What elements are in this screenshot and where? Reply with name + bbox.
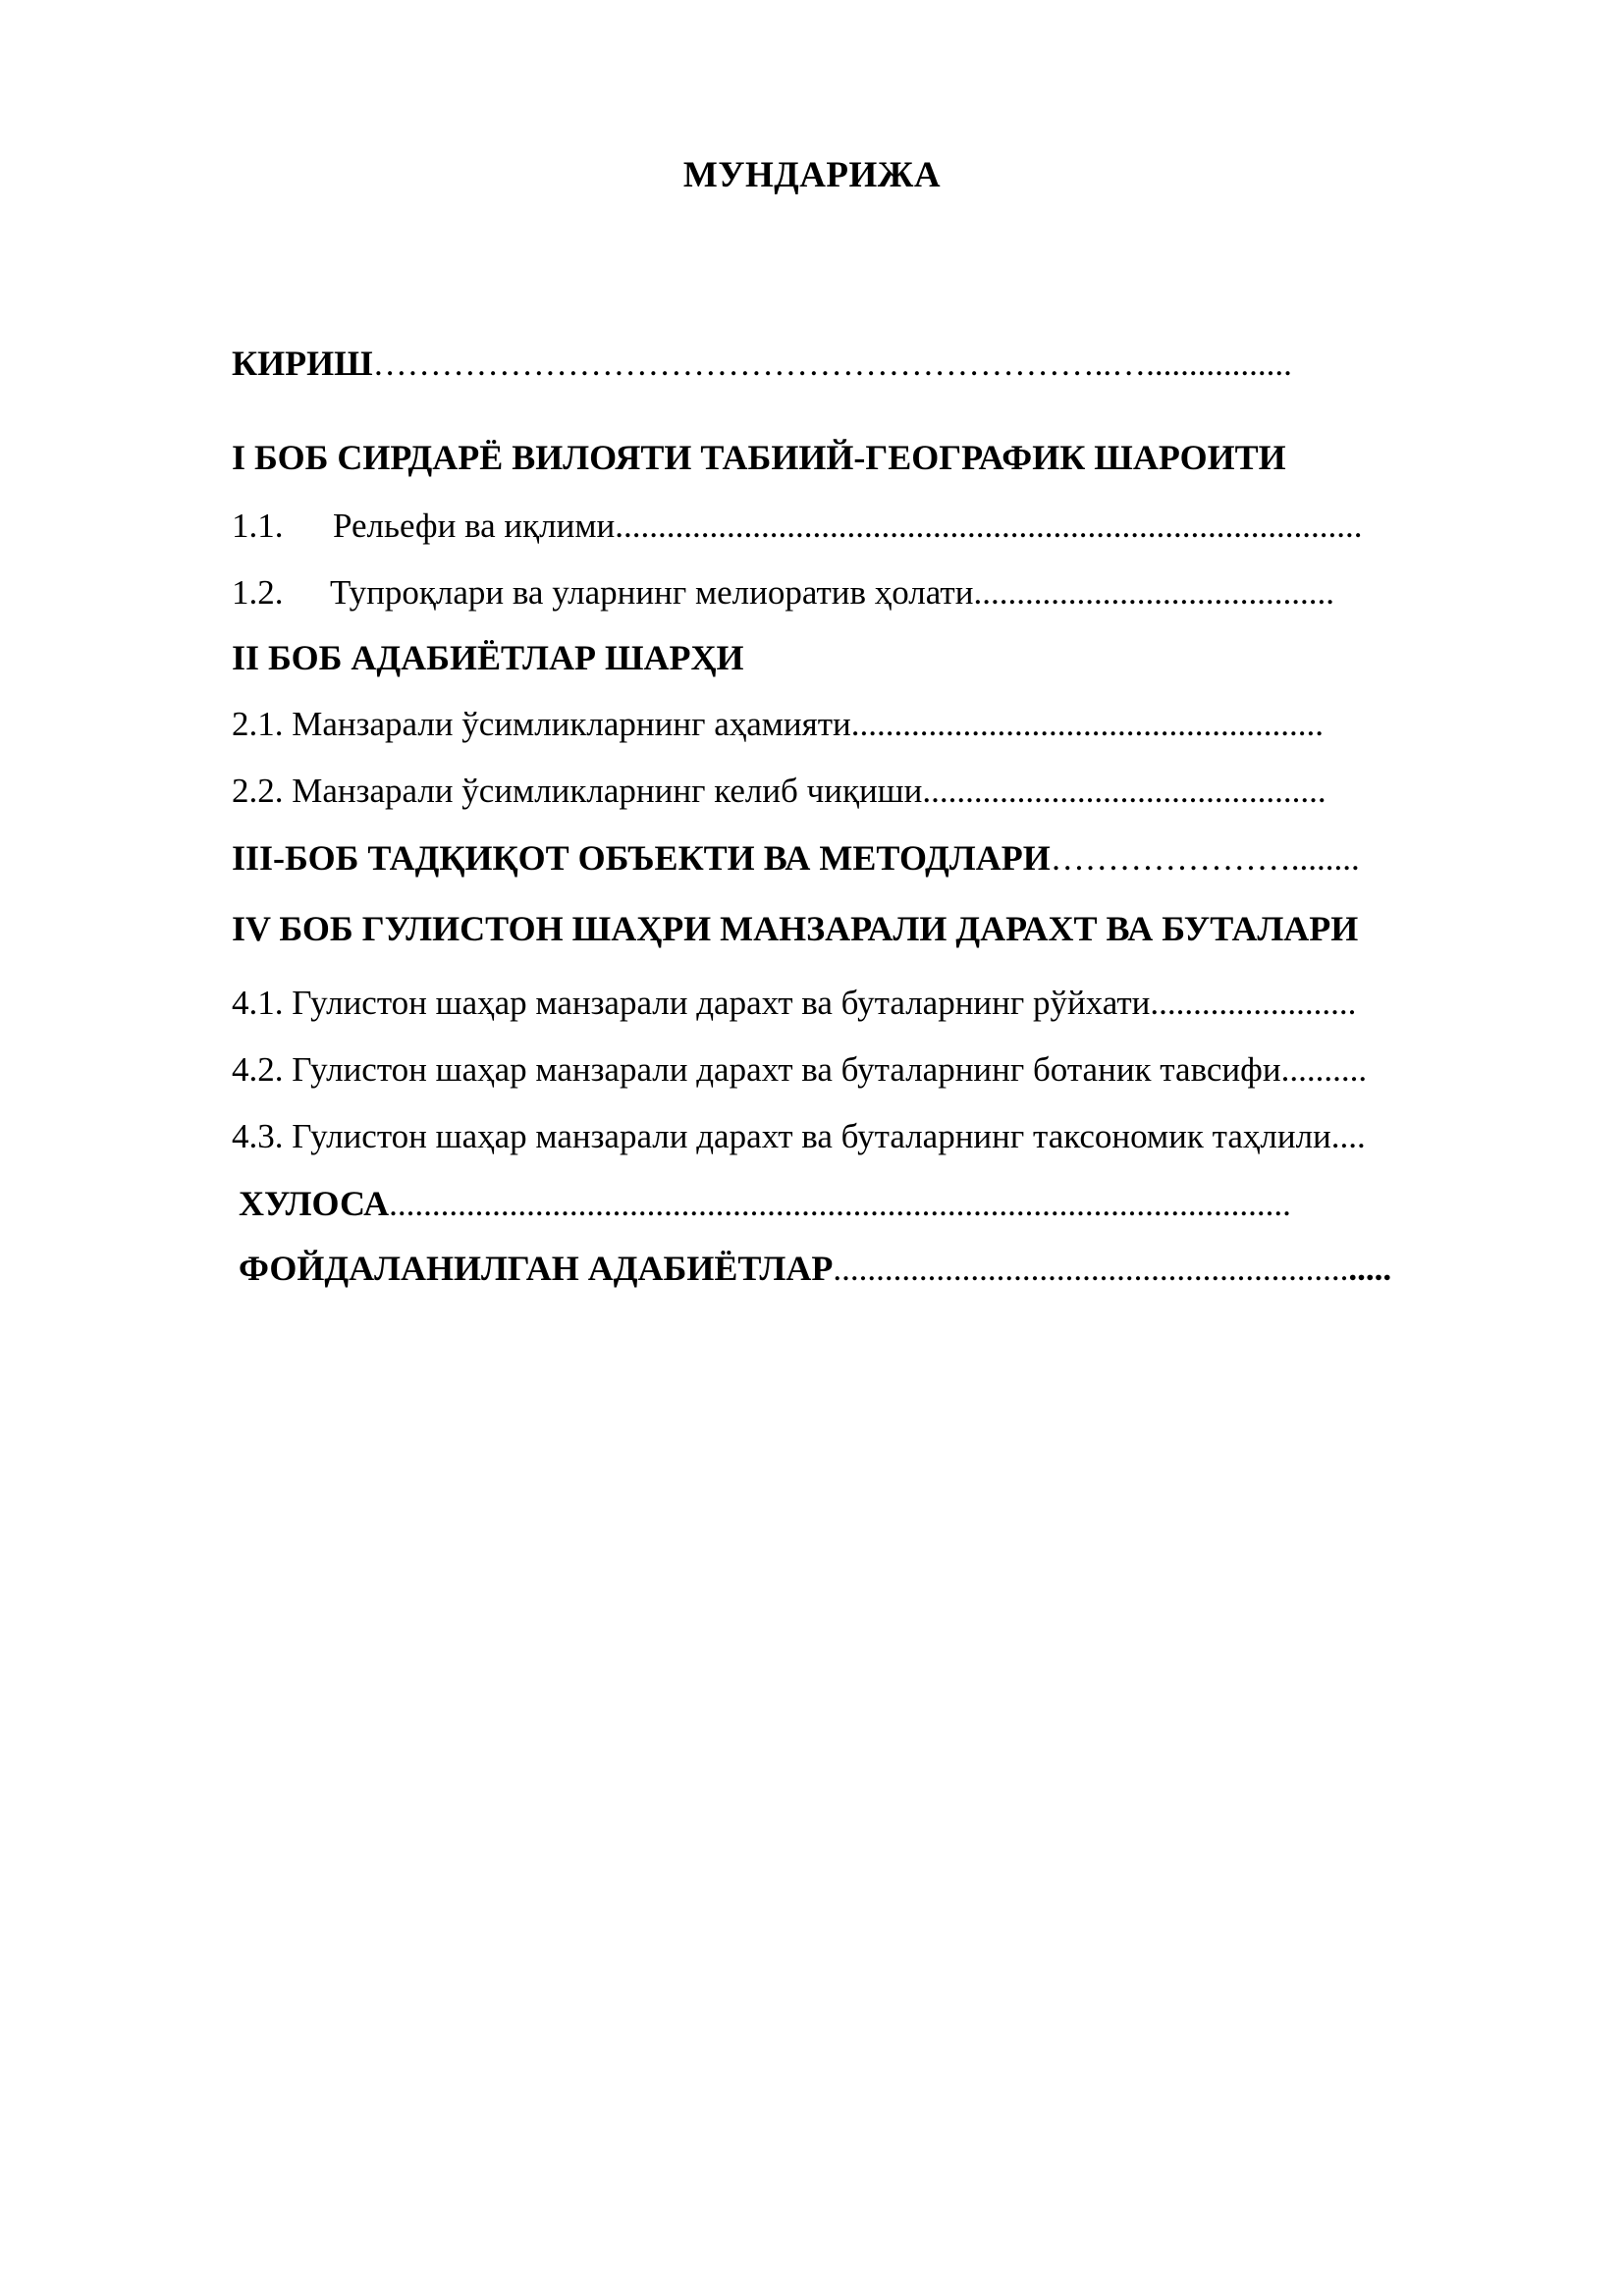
toc-chapter-1-heading	[232, 436, 1286, 479]
toc-entry-label: III-БОБ ТАДҚИҚОТ ОБЪЕКТИ ВА МЕТОДЛАРИ	[232, 838, 1051, 878]
toc-leader-dots: ..........................................	[973, 573, 1334, 612]
toc-leader-dots: .......................................................	[850, 705, 1325, 743]
toc-leader-dots: .........................................................................................................	[389, 1185, 1291, 1223]
toc-leader-dots: …………………........	[1050, 839, 1360, 878]
toc-leader-dots: ............................................................	[833, 1250, 1349, 1288]
toc-leader-dots: ........................	[1150, 984, 1357, 1022]
toc-entry-label: Рельефи ва иқлими	[333, 507, 616, 545]
toc-entry-label: 2.2. Манзарали ўсимликларнинг келиб чиқиши	[232, 772, 923, 810]
toc-references	[239, 1247, 1391, 1291]
toc-leader-dots-bold: .....	[1348, 1250, 1392, 1288]
toc-section-4-2	[232, 1048, 1367, 1092]
toc-entry-label: Тупроқлари ва уларнинг мелиоратив ҳолати	[330, 573, 974, 612]
toc-leader-dots: .......................................................................................	[615, 507, 1363, 545]
toc-leader-dots: ....	[1330, 1117, 1366, 1155]
toc-entry-label: I БОБ СИРДАРЁ ВИЛОЯТИ ТАБИИЙ-ГЕОГРАФИК ШАРОИТИ	[232, 438, 1286, 477]
toc-entry-label: ФОЙДАЛАНИЛГАН АДАБИЁТЛАР	[239, 1249, 834, 1288]
toc-chapter-3	[232, 836, 1360, 881]
toc-section-2-2	[232, 770, 1326, 813]
toc-entry-label: 4.3. Гулистон шаҳар манзарали дарахт ва буталарнинг таксономик таҳлили	[232, 1117, 1331, 1155]
toc-entry-label: II БОБ АДАБИЁТЛАР ШАРҲИ	[232, 638, 744, 677]
toc-section-number: 1.2.	[232, 573, 284, 612]
toc-entry-label: КИРИШ	[232, 344, 373, 383]
toc-entry-label: 2.1. Манзарали ўсимликларнинг аҳамияти	[232, 705, 851, 743]
toc-chapter-2-heading	[232, 636, 744, 679]
toc-section-number: 1.1.	[232, 507, 284, 545]
toc-entry-label: IV БОБ ГУЛИСТОН ШАҲРИ МАНЗАРАЛИ ДАРАХТ ВА БУТАЛАРИ	[232, 909, 1359, 948]
toc-entry-label: 4.2. Гулистон шаҳар манзарали дарахт ва буталарнинг ботаник тавсифи	[232, 1050, 1281, 1089]
toc-section-4-3	[232, 1115, 1366, 1158]
toc-section-1-2	[232, 571, 1334, 614]
document-title: МУНДАРИЖА	[682, 155, 942, 195]
toc-entry-label: ХУЛОСА	[239, 1184, 390, 1223]
toc-section-1-1	[232, 505, 1363, 548]
toc-leader-dots: ..........	[1280, 1050, 1368, 1089]
toc-section-2-1	[232, 703, 1324, 746]
toc-entry-introduction	[232, 342, 1292, 386]
toc-section-4-1	[232, 982, 1356, 1025]
toc-chapter-4-heading	[232, 907, 1358, 950]
toc-leader-dots: ...............................................	[922, 772, 1326, 810]
toc-leader-dots: ………………………………………………………..….................	[372, 345, 1292, 383]
toc-entry-label: 4.1. Гулистон шаҳар манзарали дарахт ва буталарнинг рўйхати	[232, 984, 1151, 1022]
toc-conclusion	[239, 1182, 1291, 1226]
